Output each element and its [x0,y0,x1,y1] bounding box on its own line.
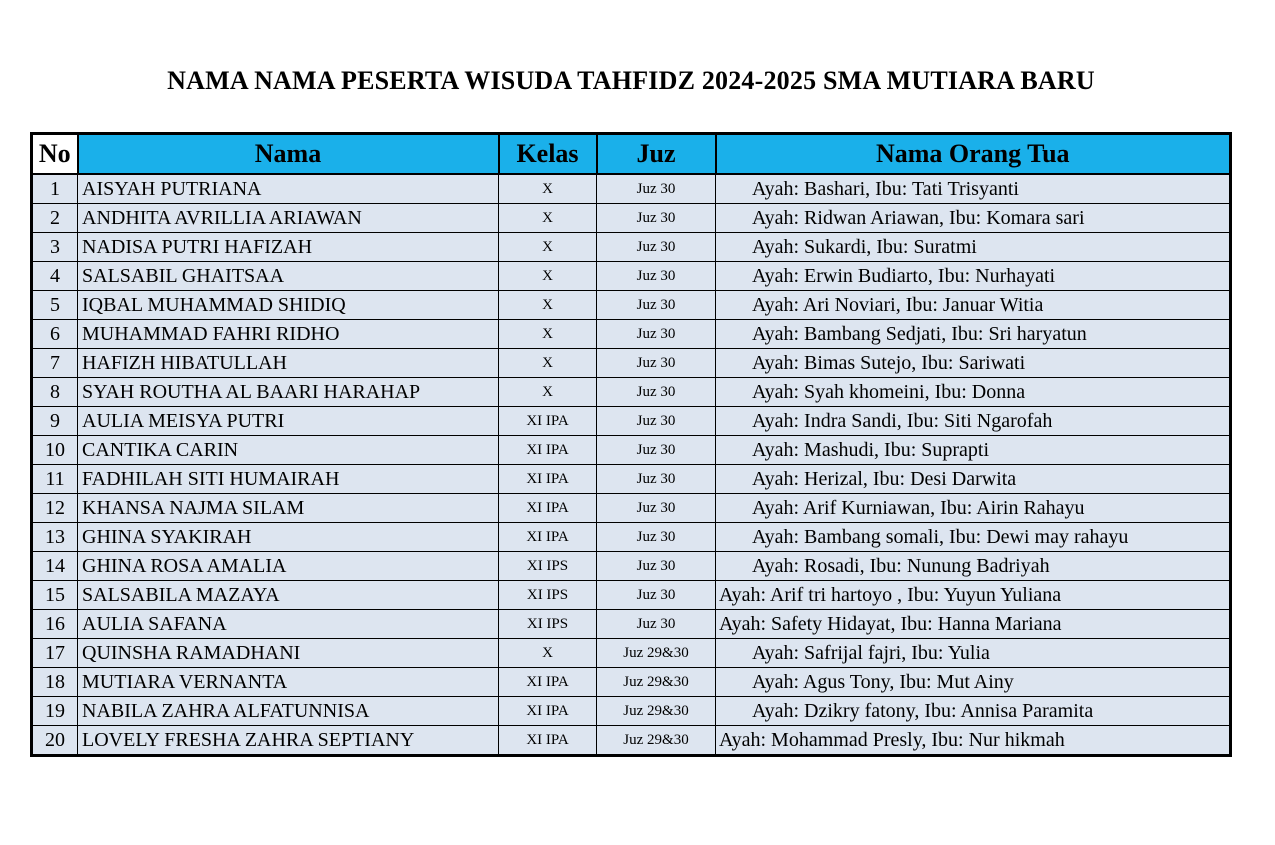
page-title: NAMA NAMA PESERTA WISUDA TAHFIDZ 2024-2025 SMA MUTIARA BARU [167,66,1095,95]
table-row [32,378,1231,407]
orang-tua-cell: Ayah: Ridwan Ariawan, Ibu: Komara sari [716,204,1231,233]
nama-cell: KHANSA NAJMA SILAM [78,494,499,523]
table-row [32,697,1231,726]
table-row [32,291,1231,320]
no-cell: 10 [32,436,78,465]
juz-cell: Juz 30 [597,494,716,523]
column-header-juz: Juz [597,134,716,175]
nama-cell: ANDHITA AVRILLIA ARIAWAN [78,204,499,233]
table-row [32,668,1231,697]
orang-tua-cell: Ayah: Bimas Sutejo, Ibu: Sariwati [716,349,1231,378]
kelas-cell: X [499,291,597,320]
nama-cell: LOVELY FRESHA ZAHRA SEPTIANY [78,726,499,756]
kelas-cell: X [499,204,597,233]
nama-cell: CANTIKA CARIN [78,436,499,465]
kelas-cell: XI IPS [499,610,597,639]
nama-cell: IQBAL MUHAMMAD SHIDIQ [78,291,499,320]
nama-cell: AISYAH PUTRIANA [78,174,499,204]
orang-tua-cell: Ayah: Rosadi, Ibu: Nunung Badriyah [716,552,1231,581]
nama-cell: QUINSHA RAMADHANI [78,639,499,668]
kelas-cell: XI IPA [499,668,597,697]
kelas-cell: X [499,639,597,668]
no-cell: 6 [32,320,78,349]
orang-tua-cell: Ayah: Ari Noviari, Ibu: Januar Witia [716,291,1231,320]
table-row [32,726,1231,756]
orang-tua-cell: Ayah: Agus Tony, Ibu: Mut Ainy [716,668,1231,697]
table-row [32,349,1231,378]
juz-cell: Juz 30 [597,523,716,552]
orang-tua-cell: Ayah: Bambang somali, Ibu: Dewi may rahayu [716,523,1231,552]
juz-cell: Juz 29&30 [597,639,716,668]
column-header-orang-tua: Nama Orang Tua [716,134,1231,175]
kelas-cell: XI IPS [499,581,597,610]
column-header-nama: Nama [78,134,499,175]
orang-tua-cell: Ayah: Herizal, Ibu: Desi Darwita [716,465,1231,494]
juz-cell: Juz 29&30 [597,668,716,697]
no-cell: 18 [32,668,78,697]
no-cell: 5 [32,291,78,320]
table-header-row [32,134,1231,175]
juz-cell: Juz 30 [597,436,716,465]
juz-cell: Juz 30 [597,465,716,494]
juz-cell: Juz 30 [597,233,716,262]
no-cell: 11 [32,465,78,494]
orang-tua-cell: Ayah: Safety Hidayat, Ibu: Hanna Mariana [716,610,1231,639]
juz-cell: Juz 30 [597,174,716,204]
nama-cell: FADHILAH SITI HUMAIRAH [78,465,499,494]
nama-cell: NADISA PUTRI HAFIZAH [78,233,499,262]
table-row [32,494,1231,523]
no-cell: 9 [32,407,78,436]
orang-tua-cell: Ayah: Bambang Sedjati, Ibu: Sri haryatun [716,320,1231,349]
no-cell: 16 [32,610,78,639]
orang-tua-cell: Ayah: Bashari, Ibu: Tati Trisyanti [716,174,1231,204]
no-cell: 3 [32,233,78,262]
no-cell: 15 [32,581,78,610]
nama-cell: AULIA SAFANA [78,610,499,639]
kelas-cell: X [499,349,597,378]
no-cell: 4 [32,262,78,291]
nama-cell: MUTIARA VERNANTA [78,668,499,697]
no-cell: 8 [32,378,78,407]
juz-cell: Juz 30 [597,349,716,378]
kelas-cell: XI IPA [499,726,597,756]
juz-cell: Juz 29&30 [597,697,716,726]
nama-cell: SALSABILA MAZAYA [78,581,499,610]
no-cell: 7 [32,349,78,378]
kelas-cell: X [499,320,597,349]
orang-tua-cell: Ayah: Sukardi, Ibu: Suratmi [716,233,1231,262]
no-cell: 13 [32,523,78,552]
kelas-cell: XI IPA [499,465,597,494]
kelas-cell: XI IPA [499,494,597,523]
no-cell: 17 [32,639,78,668]
juz-cell: Juz 30 [597,204,716,233]
kelas-cell: XI IPA [499,697,597,726]
table-row [32,436,1231,465]
no-cell: 14 [32,552,78,581]
table-row [32,233,1231,262]
orang-tua-cell: Ayah: Arif Kurniawan, Ibu: Airin Rahayu [716,494,1231,523]
kelas-cell: X [499,262,597,291]
nama-cell: SALSABIL GHAITSAA [78,262,499,291]
kelas-cell: X [499,174,597,204]
kelas-cell: XI IPS [499,552,597,581]
kelas-cell: X [499,233,597,262]
table-row [32,204,1231,233]
table-row [32,523,1231,552]
juz-cell: Juz 30 [597,378,716,407]
table-row [32,552,1231,581]
kelas-cell: XI IPA [499,436,597,465]
nama-cell: HAFIZH HIBATULLAH [78,349,499,378]
participants-table [30,132,1232,757]
orang-tua-cell: Ayah: Indra Sandi, Ibu: Siti Ngarofah [716,407,1231,436]
nama-cell: GHINA ROSA AMALIA [78,552,499,581]
orang-tua-cell: Ayah: Dzikry fatony, Ibu: Annisa Paramita [716,697,1231,726]
table-row [32,581,1231,610]
orang-tua-cell: Ayah: Safrijal fajri, Ibu: Yulia [716,639,1231,668]
juz-cell: Juz 30 [597,581,716,610]
no-cell: 1 [32,174,78,204]
nama-cell: AULIA MEISYA PUTRI [78,407,499,436]
table-row [32,174,1231,204]
table-row [32,262,1231,291]
juz-cell: Juz 30 [597,262,716,291]
orang-tua-cell: Ayah: Syah khomeini, Ibu: Donna [716,378,1231,407]
orang-tua-cell: Ayah: Erwin Budiarto, Ibu: Nurhayati [716,262,1231,291]
nama-cell: SYAH ROUTHA AL BAARI HARAHAP [78,378,499,407]
table-row [32,407,1231,436]
no-cell: 2 [32,204,78,233]
orang-tua-cell: Ayah: Mashudi, Ibu: Suprapti [716,436,1231,465]
no-cell: 12 [32,494,78,523]
juz-cell: Juz 30 [597,552,716,581]
nama-cell: GHINA SYAKIRAH [78,523,499,552]
orang-tua-cell: Ayah: Arif tri hartoyo , Ibu: Yuyun Yuliana [716,581,1231,610]
juz-cell: Juz 30 [597,320,716,349]
no-cell: 19 [32,697,78,726]
nama-cell: NABILA ZAHRA ALFATUNNISA [78,697,499,726]
column-header-kelas: Kelas [499,134,597,175]
orang-tua-cell: Ayah: Mohammad Presly, Ibu: Nur hikmah [716,726,1231,756]
juz-cell: Juz 30 [597,407,716,436]
kelas-cell: XI IPA [499,407,597,436]
table-row [32,465,1231,494]
table-body [32,174,1231,756]
table-row [32,639,1231,668]
juz-cell: Juz 30 [597,291,716,320]
no-cell: 20 [32,726,78,756]
juz-cell: Juz 29&30 [597,726,716,756]
table-row [32,320,1231,349]
juz-cell: Juz 30 [597,610,716,639]
column-header-no: No [32,134,78,175]
kelas-cell: XI IPA [499,523,597,552]
nama-cell: MUHAMMAD FAHRI RIDHO [78,320,499,349]
kelas-cell: X [499,378,597,407]
table-row [32,610,1231,639]
